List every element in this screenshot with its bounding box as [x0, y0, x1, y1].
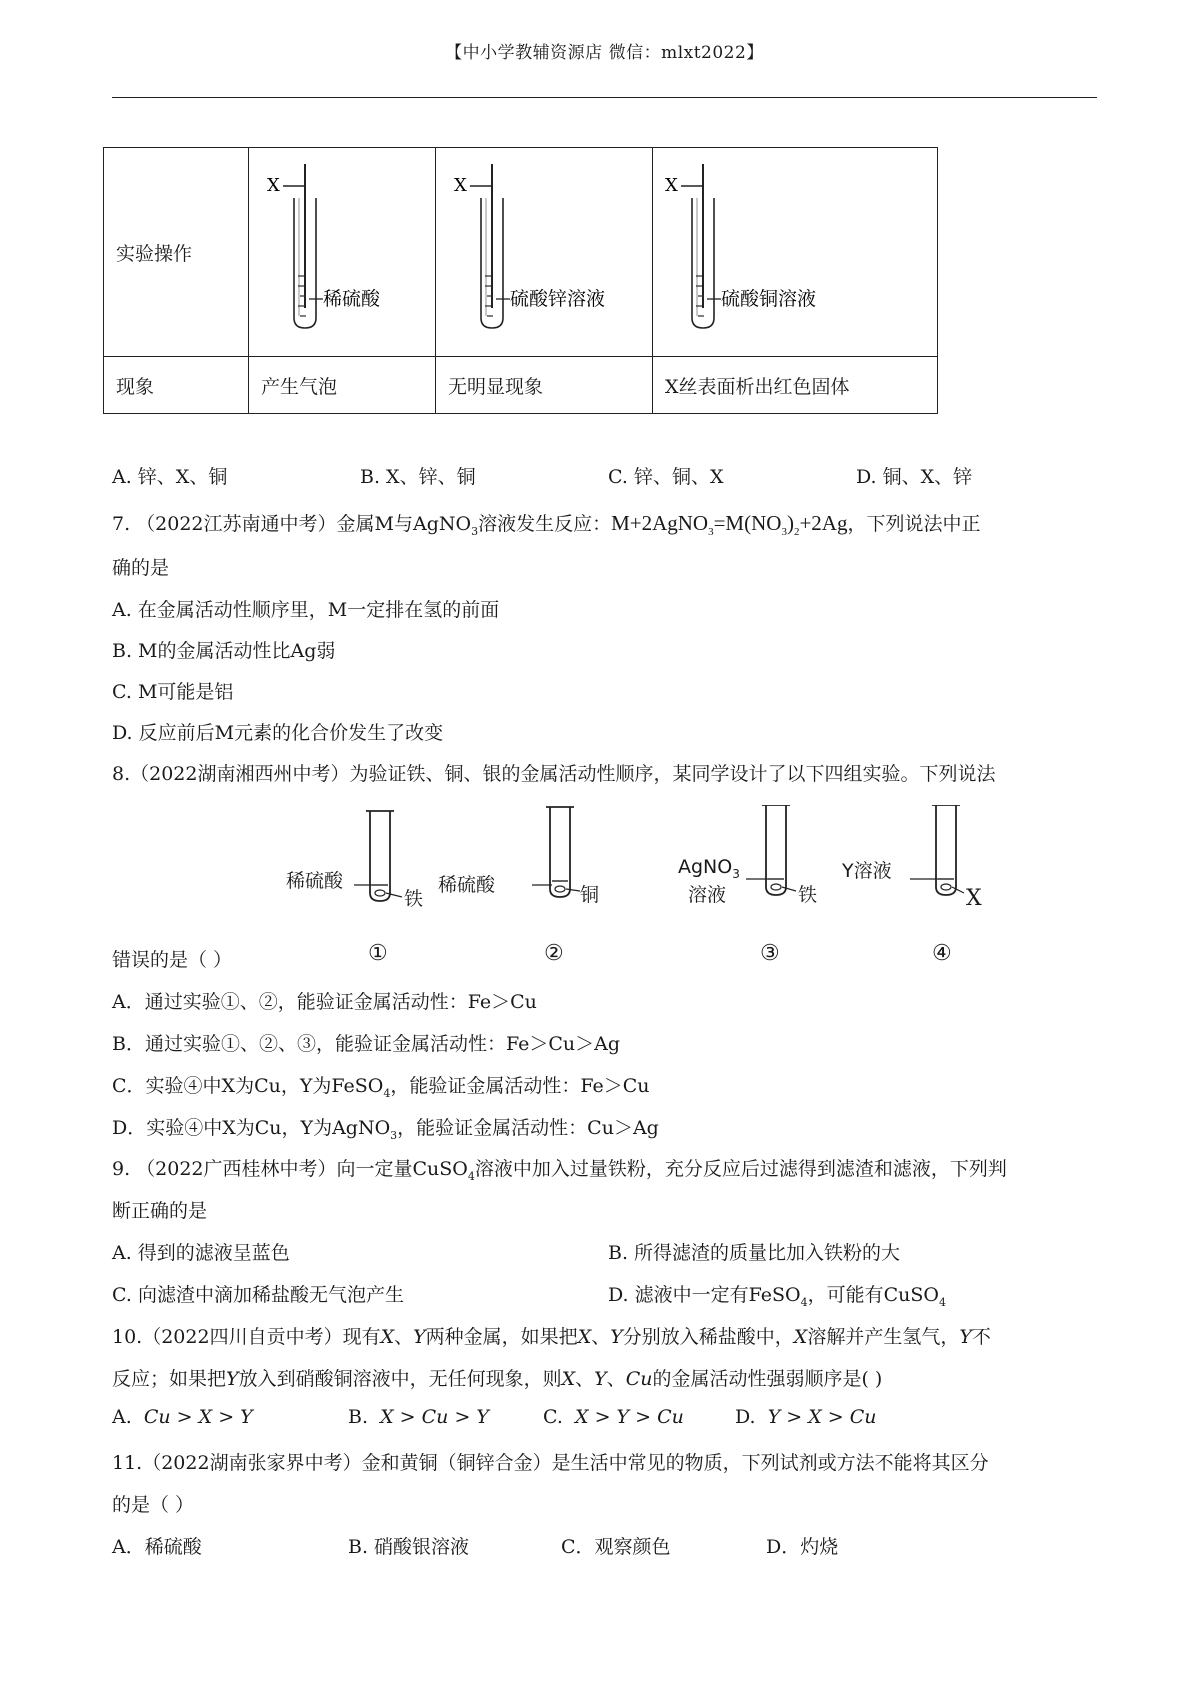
q10-option-b: B. X > Cu > Y: [348, 1406, 489, 1428]
apparatus-3-metal: 铁: [798, 884, 818, 906]
q9-stem-cont: 断正确的是: [112, 1200, 208, 1222]
apparatus-3-liquid-bottom: 溶液: [688, 884, 727, 906]
q11-stem-cont: 的是（ ）: [112, 1494, 195, 1516]
q8-apparatus: [280, 805, 1040, 965]
q9-option-d: D. 滤液中一定有FeSO$_4$，可能有CuSO$_4$: [608, 1284, 946, 1309]
apparatus-2: [438, 807, 599, 965]
apparatus-2-metal: 铜: [580, 884, 600, 906]
q6-option-c: C. 锌、铜、X: [608, 466, 724, 488]
q10-option-a: A. Cu > X > Y: [112, 1406, 253, 1428]
q8-stem: 8.（2022湖南湘西州中考）为验证铁、铜、银的金属活动性顺序，某同学设计了以下四组实验。下列说法: [112, 763, 996, 785]
q7-option-c: C. M可能是铝: [112, 681, 234, 703]
q8-option-b: B．通过实验①、②、③，能验证金属活动性：Fe＞Cu＞Ag: [112, 1033, 621, 1055]
q9-option-a: A. 得到的滤液呈蓝色: [112, 1242, 290, 1264]
q10-option-c: C. X > Y > Cu: [543, 1406, 684, 1428]
q8-stem-cont: 错误的是（ ）: [112, 949, 233, 971]
q8-option-a: A．通过实验①、②，能验证金属活动性：Fe＞Cu: [112, 991, 537, 1013]
q7-stem: 7. （2022江苏南通中考）金属M与AgNO$_3$溶液发生反应：$M+2AgNO_3=M(NO_3)_2+2Ag$，下列说法中正: [112, 511, 981, 539]
q9-option-c: C. 向滤渣中滴加稀盐酸无气泡产生: [112, 1284, 404, 1306]
q10-stem: 10.（2022四川自贡中考）现有X、Y两种金属，如果把X、Y分别放入稀盐酸中，X溶解并产生氢气，Y不: [112, 1326, 991, 1348]
header-rule: [112, 97, 1097, 98]
tube-cell-3: [653, 148, 938, 357]
wire-label: X: [454, 175, 467, 196]
apparatus-2-liquid: 稀硫酸: [438, 874, 496, 896]
q7-stem-cont: 确的是: [112, 557, 170, 579]
wire-label: X: [267, 175, 280, 196]
q9-stem: 9. （2022广西桂林中考）向一定量CuSO$_4$溶液中加入过量铁粉，充分反应后过滤得到滤渣和滤液，下列判: [112, 1158, 1007, 1183]
solution-label: 硫酸锌溶液: [510, 288, 606, 310]
q11-option-c: C．观察颜色: [561, 1536, 671, 1558]
observation-label: 现象: [104, 357, 249, 414]
operation-label: 实验操作: [104, 148, 249, 357]
apparatus-3-num: ③: [760, 941, 780, 965]
apparatus-1-liquid: 稀硫酸: [286, 870, 344, 892]
q7-option-a: A. 在金属活动性顺序里，M一定排在氢的前面: [112, 599, 500, 621]
tube-cell-2: [436, 148, 653, 357]
q11-option-a: A．稀硫酸: [112, 1536, 202, 1558]
solution-label: 硫酸铜溶液: [721, 288, 817, 310]
solution-label: 稀硫酸: [323, 288, 381, 310]
q9-option-b: B. 所得滤渣的质量比加入铁粉的大: [608, 1242, 901, 1264]
apparatus-3: [678, 805, 817, 965]
q11-option-d: D．灼烧: [766, 1536, 839, 1558]
q7-option-b: B. M的金属活动性比Ag弱: [112, 640, 336, 662]
apparatus-1: [286, 811, 423, 965]
q8-option-c: C．实验④中X为Cu，Y为FeSO$_4$，能验证金属活动性：Fe＞Cu: [112, 1075, 650, 1100]
page-header: 【中小学教辅资源店 微信：mlxt2022】: [445, 43, 764, 63]
apparatus-4-num: ④: [932, 941, 952, 965]
q8-option-d: D．实验④中X为Cu，Y为AgNO$_3$，能验证金属活动性：Cu＞Ag: [112, 1117, 659, 1142]
test-tube-diagram-3: [653, 148, 937, 356]
observation-1: 产生气泡: [249, 357, 436, 414]
apparatus-1-metal: 铁: [404, 888, 424, 910]
observation-2: 无明显现象: [436, 357, 653, 414]
q6-option-a: A. 锌、X、铜: [112, 466, 228, 488]
wire-label: X: [665, 175, 678, 196]
tube-cell-1: [249, 148, 436, 357]
apparatus-4-metal: X: [966, 886, 982, 911]
apparatus-4-liquid: Y溶液: [842, 860, 892, 882]
q7-equation: $M+2AgNO_3=M(NO_3)_2+2Ag$: [611, 511, 848, 539]
observation-3: X丝表面析出红色固体: [653, 357, 938, 414]
apparatus-4: [841, 805, 982, 965]
test-tube-diagram-2: [436, 148, 652, 356]
table-row-operation: [104, 148, 938, 357]
experiment-table: [103, 147, 938, 414]
q6-option-b: B. X、锌、铜: [360, 466, 476, 488]
q6-option-d: D. 铜、X、锌: [856, 466, 973, 488]
q11-stem: 11.（2022湖南张家界中考）金和黄铜（铜锌合金）是生活中常见的物质，下列试剂或方法不能将其区分: [112, 1452, 989, 1474]
q10-option-d: D. Y > X > Cu: [735, 1406, 877, 1428]
apparatus-3-liquid-top: AgNO$_3$: [678, 856, 740, 881]
q10-stem-cont: 反应；如果把Y放入到硝酸铜溶液中，无任何现象，则X、Y、Cu的金属活动性强弱顺序是( ): [112, 1368, 883, 1390]
test-tube-diagram-1: [249, 148, 435, 356]
table-row-observation: [104, 357, 938, 414]
apparatus-1-num: ①: [368, 941, 388, 965]
q11-option-b: B. 硝酸银溶液: [348, 1536, 470, 1558]
q7-option-d: D. 反应前后M元素的化合价发生了改变: [112, 722, 444, 744]
apparatus-2-num: ②: [544, 941, 564, 965]
